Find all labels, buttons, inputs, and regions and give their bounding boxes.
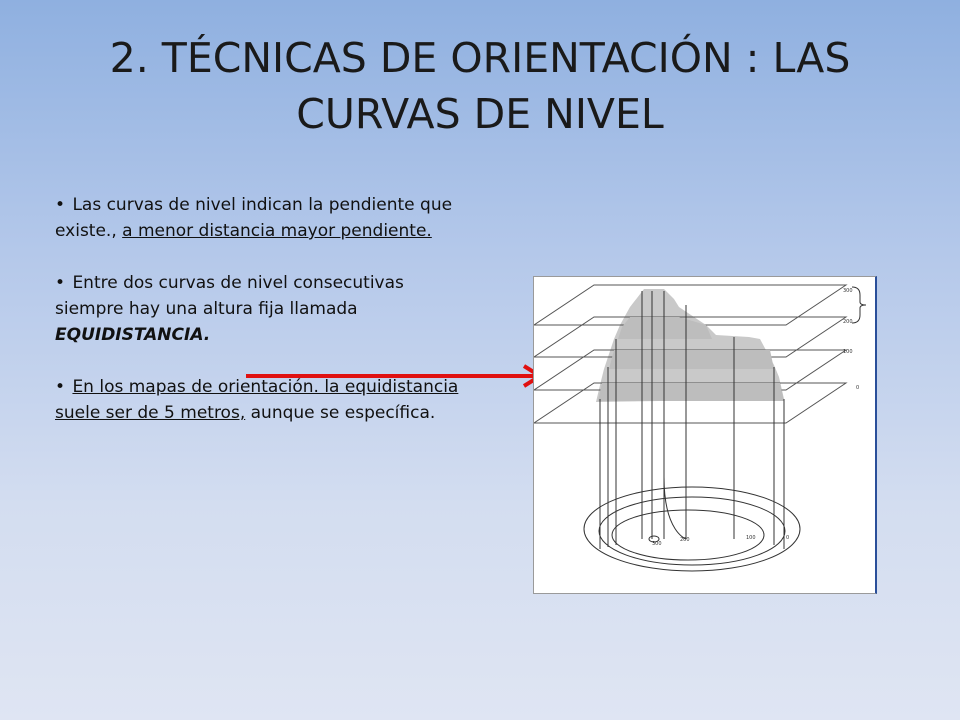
contour-label: 300 xyxy=(652,541,662,547)
bullet-text: Entre dos curvas de nivel consecutivas siempre hay una altura fija llamada xyxy=(55,273,404,319)
diagram-svg xyxy=(534,277,874,593)
section-0 xyxy=(598,383,784,401)
title-line-1: 2. TÉCNICAS DE ORIENTACIÓN : LAS xyxy=(109,34,851,82)
bullet-underlined-text: a menor distancia mayor pendiente. xyxy=(122,221,432,241)
level-label: 0 xyxy=(856,385,860,391)
arrow-right-icon xyxy=(240,362,550,390)
bullet-item xyxy=(55,270,475,348)
brace-icon xyxy=(852,287,866,323)
bullet-text: aunque se específica. xyxy=(245,403,436,423)
contour-label: 200 xyxy=(680,537,690,543)
level-label: 200 xyxy=(843,319,853,325)
contour-label: 100 xyxy=(746,535,756,541)
contour-label: 0 xyxy=(786,535,790,541)
bullet-list xyxy=(55,192,475,452)
bullet-text: Las curvas de nivel indican la pendiente que existe., xyxy=(55,195,453,241)
level-label: 100 xyxy=(843,349,853,355)
contour-levels-diagram xyxy=(533,276,877,594)
level-label: 300 xyxy=(843,288,853,294)
section-100 xyxy=(609,350,774,369)
bullet-underlined-text: En los mapas de orientación. la equidistancia suele ser de 5 metros, xyxy=(55,377,459,423)
slide-title xyxy=(40,30,920,142)
bullet-item xyxy=(55,192,475,244)
title-line-2: CURVAS DE NIVEL xyxy=(296,90,664,138)
bullet-emphasis-text: EQUIDISTANCIA. xyxy=(55,325,211,345)
